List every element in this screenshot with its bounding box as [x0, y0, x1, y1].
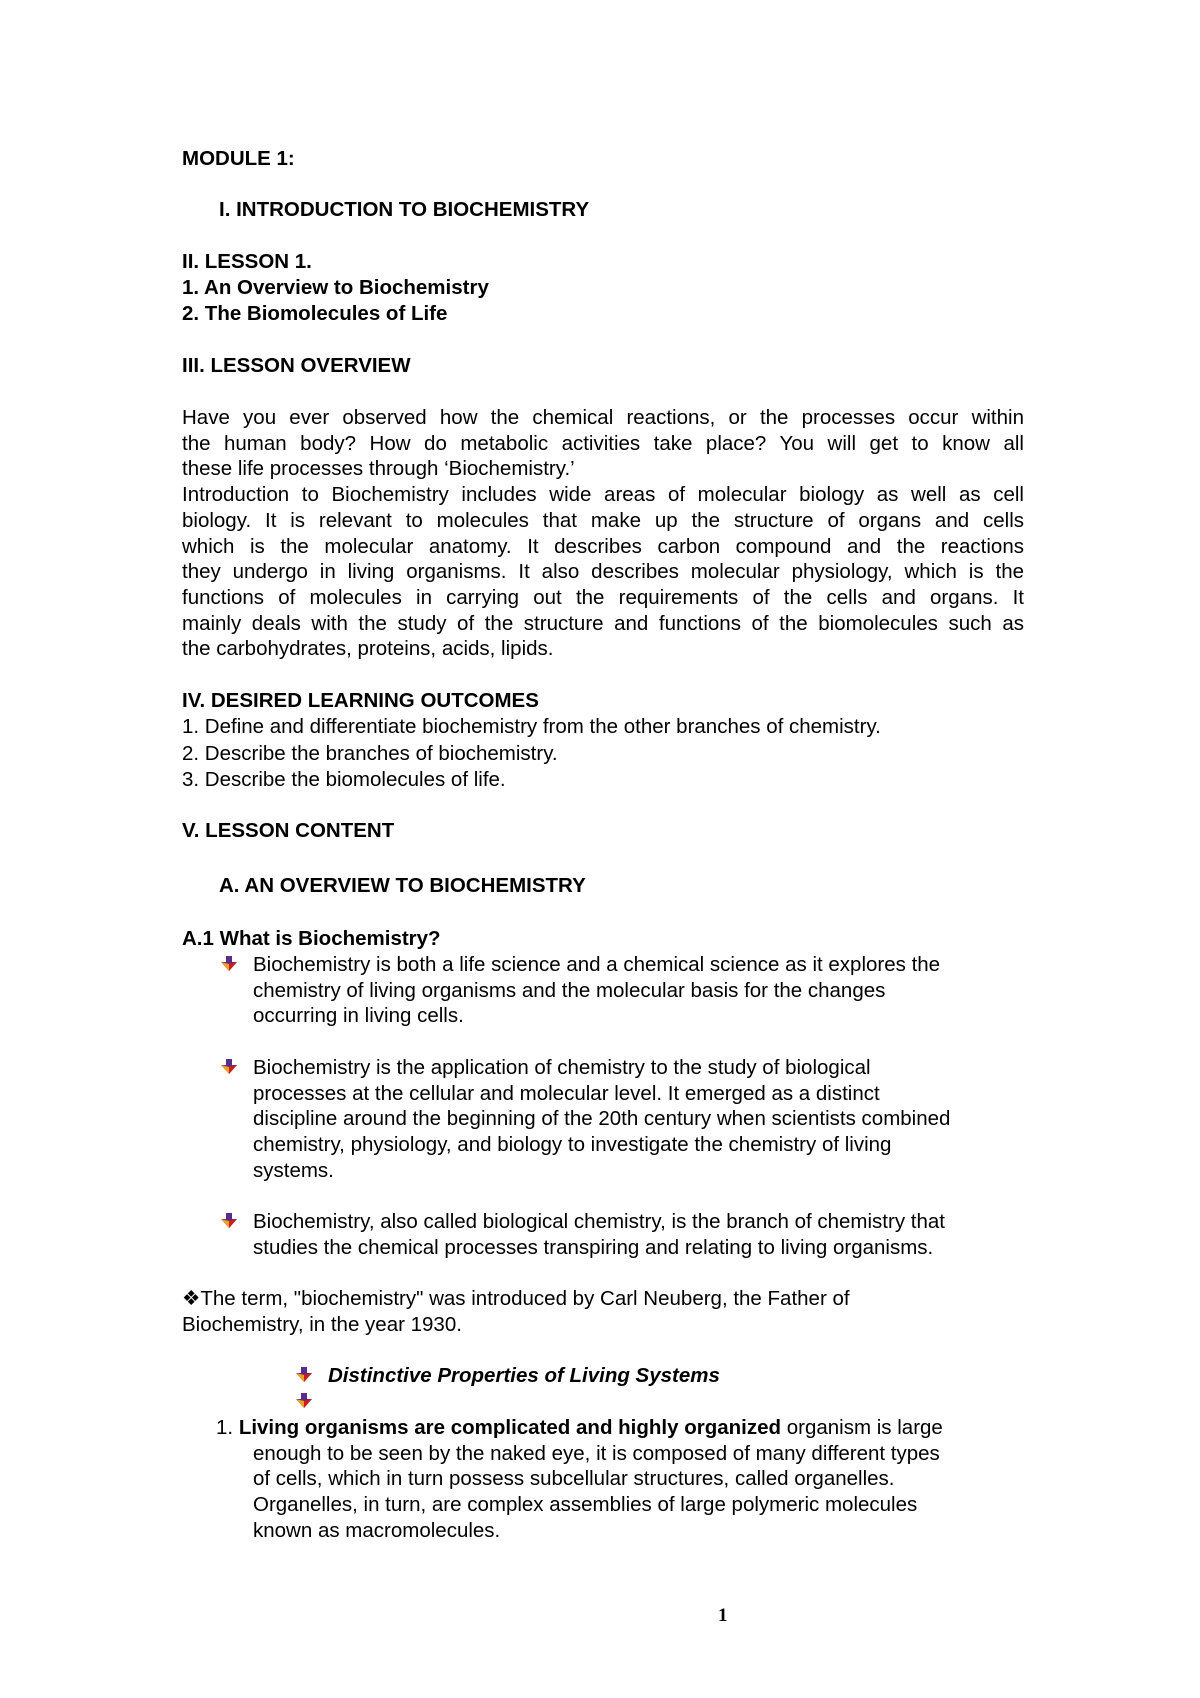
properties-heading: Distinctive Properties of Living Systems [328, 1364, 720, 1387]
text-line: the human body? How do metabolic activities take place? You will get to know all [182, 431, 1024, 455]
lesson-heading: II. LESSON 1. [182, 250, 312, 273]
bullet-item [253, 1209, 1033, 1260]
text-line: Biochemistry, also called biological chemistry, is the branch of chemistry that [253, 1210, 945, 1233]
module-title: MODULE 1: [182, 147, 295, 170]
text-line: discipline around the beginning of the 20th century when scientists combined [253, 1107, 951, 1131]
page-number: 1 [718, 1605, 728, 1626]
text-line: systems. [253, 1158, 334, 1182]
text-line: processes at the cellular and molecular level. It emerged as a distinct [253, 1081, 880, 1105]
text-line: biology. It is relevant to molecules that make up the structure of organs and cells [182, 508, 1024, 532]
text-line: of cells, which in turn possess subcellular structures, called organelles. [253, 1467, 895, 1491]
text-line: functions of molecules in carrying out the requirements of the cells and organs. It [182, 585, 1024, 609]
numbered-item-1 [216, 1415, 1036, 1544]
text-line: Biochemistry, in the year 1930. [182, 1312, 462, 1336]
section-intro-heading: I. INTRODUCTION TO BIOCHEMISTRY [219, 198, 590, 221]
text-line: Organelles, in turn, are complex assemblies of large polymeric molecules [253, 1493, 918, 1517]
outcome-item: 3. Describe the biomolecules of life. [182, 768, 506, 791]
lesson-item: 1. An Overview to Biochemistry [182, 276, 489, 299]
text-line: these life processes through ‘Biochemistry.’ [182, 457, 575, 481]
item-lead-rest: organism is large [781, 1416, 943, 1439]
text-line: studies the chemical processes transpiring and relating to living organisms. [253, 1235, 934, 1259]
text-line: Introduction to Biochemistry includes wide areas of molecular biology as well as cell [182, 483, 1024, 507]
item-bold-lead: Living organisms are complicated and highly organized [238, 1416, 782, 1439]
outcome-item: 2. Describe the branches of biochemistry. [182, 742, 558, 765]
overview-subheading: A. AN OVERVIEW TO BIOCHEMISTRY [219, 874, 586, 897]
text-line: they undergo in living organisms. It also describes molecular physiology, which is the [182, 560, 1024, 584]
text-line: Have you ever observed how the chemical reactions, or the processes occur within [182, 406, 1024, 429]
text-line: chemistry, physiology, and biology to investigate the chemistry of living [253, 1133, 892, 1157]
arrow-bullet-icon [295, 1367, 313, 1383]
bullet-item [253, 1055, 1033, 1184]
item-number: 1. [216, 1416, 234, 1439]
text-line: ❖The term, "biochemistry" was introduced by Carl Neuberg, the Father of [182, 1287, 850, 1310]
arrow-bullet-icon [220, 956, 238, 972]
text-line: which is the molecular anatomy. It describes carbon compound and the reactions [182, 534, 1024, 558]
text-line: known as macromolecules. [253, 1518, 501, 1542]
outcome-item: 1. Define and differentiate biochemistry from the other branches of chemistry. [182, 715, 881, 738]
text-line: occurring in living cells. [253, 1004, 464, 1028]
text-line: enough to be seen by the naked eye, it is composed of many different types [253, 1441, 940, 1465]
text-line: the carbohydrates, proteins, acids, lipids. [182, 637, 554, 661]
text-line: Biochemistry is the application of chemistry to the study of biological [253, 1056, 871, 1079]
text-line: mainly deals with the study of the structure and functions of the biomolecules such as [182, 611, 1024, 635]
text-line: chemistry of living organisms and the molecular basis for the changes [253, 978, 886, 1002]
properties-heading-item [328, 1363, 1108, 1389]
text-line: Biochemistry is both a life science and a chemical science as it explores the [253, 953, 941, 976]
item-first-line [216, 1415, 1036, 1441]
term-note [182, 1286, 1024, 1337]
arrow-bullet-icon [220, 1213, 238, 1229]
outcomes-heading: IV. DESIRED LEARNING OUTCOMES [182, 689, 539, 712]
arrow-bullet-icon [220, 1059, 238, 1075]
content-heading: V. LESSON CONTENT [182, 819, 395, 842]
what-is-biochemistry-heading: A.1 What is Biochemistry? [182, 927, 441, 950]
overview-paragraph-1 [182, 405, 1024, 662]
bullet-item [253, 952, 1033, 1029]
lesson-item: 2. The Biomolecules of Life [182, 302, 448, 325]
arrow-bullet-icon [295, 1393, 313, 1409]
overview-heading: III. LESSON OVERVIEW [182, 354, 411, 377]
